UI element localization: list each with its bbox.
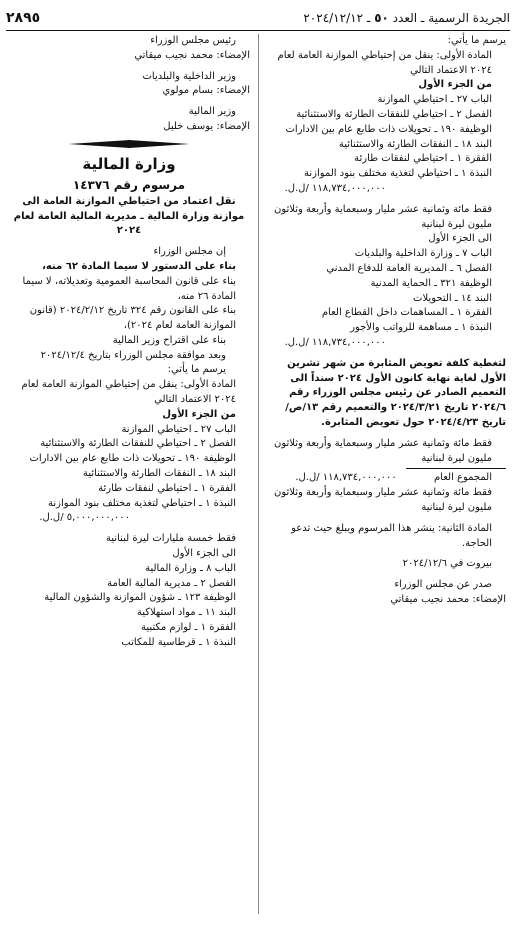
journal-name: الجريدة الرسمية ـ العدد [392,11,510,25]
line: الوظيفة ٣٢١ ـ الحماية المدنية [370,277,492,289]
section-ornament [8,139,250,149]
amount-words: فقط مائة وثمانية عشر مليار وسبعماية وأربعة وثلاثون مليون ليرة لبنانية [274,487,492,513]
decree-number: مرسوم رقم ١٤٣٧٦ [72,177,186,192]
separator-line [406,468,506,469]
grand-total-label: المجموع العام [433,472,492,484]
grand-total-amount: ١١٨,٧٣٤,٠٠٠,٠٠٠ /ل.ل. [295,472,397,484]
signatory-title: وزير الداخلية والبلديات [142,70,236,82]
line: النبذة ١ ـ قرطاسية للمكاتب [121,636,236,648]
line: النبذة ١ ـ احتياطي لتغذية مختلف بنود الموازنة [304,168,492,180]
line: الباب ٨ ـ وزارة المالية [145,562,236,574]
issue-number: ٥٠ [374,11,389,25]
amount: ١١٨,٧٣٤,٠٠٠,٠٠٠ /ل.ل. [284,182,386,194]
signature: الإمضاء: يوسف خليل [163,120,250,132]
amount-words: فقط مائة وثمانية عشر مليار وسبعماية وأربعة وثلاثون مليون ليرة لبنانية [274,437,492,464]
line: الفقرة ١ ـ احتياطي لنفقات طارئة [98,482,236,494]
from-part: من الجزء الأول [418,79,492,91]
line: النبذة ١ ـ مساهمة للرواتب والأجور [350,322,492,334]
preamble: بناء على اقتراح وزير المالية [112,334,226,346]
issue-date: ـ ٢٠٢٤/١٢/١٢ [303,11,371,25]
coverage-note: لتغطية كلفة تعويض المثابرة من شهر تشرين الأول لغاية نهاية كانون الأول ٢٠٢٤ سنداً الى التعميم الصادر عن رئيس مجلس الوزراء رقم ٢٠٢٤/٦ تاريخ ٢٠٢٤/٣/٢١ والتعميم رقم ١٣/ص/ تاريخ ٢٠٢٤/٤/٢٣ حول تعويض المثابرة. [285,357,506,428]
column-divider [258,34,259,914]
line: البند ١٨ ـ النفقات الطارئة والاستثنائية [338,138,492,150]
line: الفصل ٦ ـ المديرية العامة للدفاع المدني [326,262,492,274]
line: البند ١١ ـ مواد استهلاكية [136,607,236,619]
preamble: بناء على القانون رقم ٣٢٤ تاريخ ٢٠٢٤/٢/١٢ (قانون الموازنة العامة لعام ٢٠٢٤)، [29,305,236,332]
line: الفصل ٢ ـ احتياطي للنفقات الطارئة والاستثنائية [296,108,492,120]
preamble: إن مجلس الوزراء [153,246,226,258]
signature: الإمضاء: محمد نجيب ميقاتي [134,49,250,61]
page-number: ٢٨٩٥ [6,10,41,26]
journal-title [303,11,510,25]
ministry-title: وزارة المالية [82,154,176,173]
line: الوظيفة ١٢٣ ـ شؤون الموازنة والشؤون المالية [44,592,236,604]
preamble: وبعد موافقة مجلس الوزراء بتاريخ ٢٠٢٤/١٢/٤ [40,349,226,361]
amount-words: فقط خمسة مليارات ليرة لبنانية [105,533,236,545]
signatory-title: وزير المالية [188,106,236,118]
grand-total-row [264,471,506,486]
amount: ٥,٠٠٠,٠٠٠,٠٠٠ /ل.ل. [39,512,130,524]
line: الفقرة ١ ـ المساهمات داخل القطاع العام [321,307,492,319]
preamble: بناء على الدستور لا سيما المادة ٦٢ منه، [42,260,236,272]
left-column [8,34,250,924]
line: النبذة ١ ـ احتياطي لتغذية مختلف بنود الموازنة [48,497,236,509]
line: البند ١٨ ـ النفقات الطارئة والاستثنائية [82,468,236,480]
to-part: الى الجزء الأول [172,548,236,560]
line: الفقرة ١ ـ احتياطي لنفقات طارئة [354,153,492,165]
from-part: من الجزء الأول [162,408,236,420]
line: الباب ٢٧ ـ احتياطي الموازنة [377,94,492,106]
right-column [264,34,506,924]
line: الفصل ٢ ـ مديرية المالية العامة [107,577,236,589]
amount: ١١٨,٧٣٤,٠٠٠,٠٠٠ /ل.ل. [284,336,386,348]
decree-intro: يرسم ما يأتي: [447,35,506,46]
line: الباب ٧ ـ وزارة الداخلية والبلديات [354,248,492,260]
issued-by: صدر عن مجلس الوزراء [394,579,492,591]
article-two: المادة الثانية: ينشر هذا المرسوم ويبلغ حيث تدعو الحاجة. [291,522,492,549]
page-header [6,6,510,31]
signature: الإمضاء: بسام مولوي [162,85,250,97]
amount-words: فقط مائة وثمانية عشر مليار وسبعماية وأربعة وثلاثون مليون ليرة لبنانية [274,203,492,230]
line: الباب ٢٧ ـ احتياطي الموازنة [121,423,236,435]
date-place: بيروت في ٢٠٢٤/١٢/٦ [402,558,492,570]
to-part: الى الجزء الأول [428,233,492,245]
signatory-title: رئيس مجلس الوزراء [150,35,236,46]
line: الفصل ٢ ـ احتياطي للنفقات الطارئة والاستثنائية [40,438,236,450]
line: الوظيفة ١٩٠ ـ تحويلات ذات طابع عام بين الادارات [285,123,492,135]
signature: الإمضاء: محمد نجيب ميقاتي [390,593,506,605]
line: الوظيفة ١٩٠ ـ تحويلات ذات طابع عام بين الادارات [29,453,236,465]
article-one: المادة الأولى: ينقل من إحتياطي الموازنة العامة لعام ٢٠٢٤ الاعتماد التالي [21,379,236,406]
preamble: بناء على قانون المحاسبة العمومية وتعديلاته، لا سيما المادة ٢٦ منه، [22,275,236,302]
article-one: المادة الأولى: ينقل من إحتياطي الموازنة العامة لعام ٢٠٢٤ الاعتماد التالي [277,49,492,76]
decree-subject: نقل اعتماد من احتياطي الموازنة العامة الى موازنة وزارة المالية ـ مديرية المالية العامة لعام ٢٠٢٤ [13,195,245,237]
line: البند ١٤ ـ التحويلات [413,292,492,304]
decree-intro: يرسم ما يأتي: [167,364,226,376]
line: الفقرة ١ ـ لوازم مكتبية [140,622,236,634]
